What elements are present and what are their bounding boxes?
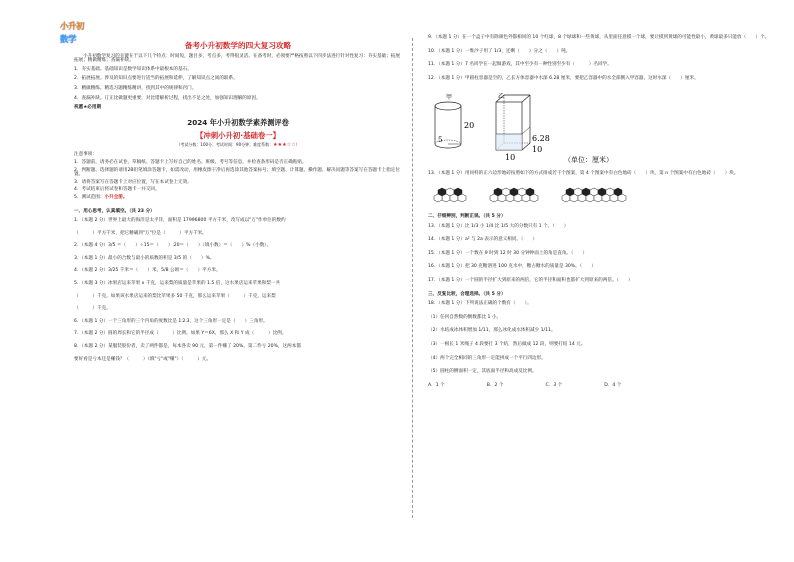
note-5: 5．测试范围：小升全册。 [74, 194, 128, 200]
note-1: 1．答题前，请务必在试卷、草稿纸、答题卡上写好自己的姓名、班级、考号等信息，并检查条形码是否正确粘贴。 [74, 159, 307, 165]
choice-18-s1: （1）任何自然数的倒数都比 1 小。 [428, 314, 502, 320]
paper-subtitle: 【冲刺小升初·基础卷一】 [195, 130, 281, 140]
column-divider [412, 38, 414, 518]
judge-14: 14．（本题 1 分）a² 与 2a 表示的意义相同。（ ） [428, 237, 538, 243]
exam-meta: （考试分数：100分；考试时间：90分钟；难度系数：★★★☆☆） [176, 142, 300, 149]
choice-18-s3: （3）一根长 1 米绳子 4 段要打 3 个结，然后做成 12 段，则要打结 14 元。 [428, 341, 586, 347]
note-4: 4．考试结束后将试卷和答题卡一并交回。 [74, 187, 160, 193]
section-true-false: 二、仔细辨别，判断正误。（共 5 分） [428, 213, 506, 219]
option-a: A．1 个 [428, 382, 445, 388]
choice-options [428, 384, 780, 389]
judge-17: 17．（本题 1 分）一个圆的半径扩大到原来的两倍，它的半径和面积也都扩大到原来的两倍。（ ） [428, 277, 633, 283]
logo-line1: 小升初 [60, 22, 85, 32]
choice-18-s4: （4）两个完全相同的三角形一定能拼成一个平行四边形。 [428, 355, 546, 361]
paper-title: 2024 年小升初数学素养测评卷 [187, 117, 289, 127]
judge-16: 16．（本题 1 分）把 30 克糖溶进 100 克水中，糖占糖水的质量是 30%。（ ） [428, 264, 596, 270]
choice-18-s2: （2）水结成冰体积增加 1/11，那么冰化成水体积减少 1/11。 [428, 328, 556, 334]
question-5c: （ ）千克。 [74, 306, 111, 312]
guide-step-4: 4．查漏补缺。订正比做题更重要，对比错解析过程，找出不足之处，加强知识理解的原因。 [74, 95, 261, 101]
difficulty-stars: ★★★☆☆ [273, 142, 296, 149]
question-6: 6．（本题 1 分）一个三角形的三个内角的度数比是 1∶2∶3，这个三角形一定是（ ）三角形。 [74, 318, 268, 324]
label-depth-10: 10 [532, 145, 543, 155]
notes-block [74, 153, 402, 200]
guide-step-3: 3．精做精练。精选习题精练精讲，找到其中的规律和窍门。 [74, 85, 197, 91]
question-8b: 要好看是亏本还是赚钱？（ ）（填"亏"或"赚"）（ ）元。 [74, 356, 212, 362]
guide-step-2: 2．拓展拓展。涉及的知识点要进行适当的拓展和延伸，了解知识点之间的联系。 [74, 76, 238, 82]
notes-heading: 注意事项： [74, 152, 97, 158]
question-1a: 1．（本题 2 分）世界上最大的海洋是太平洋，面积是 17996800 平方千米，改写成以"万"作单位的数约 [74, 218, 286, 224]
question-12: 12．（本题 1 分）甲圆柱容器是空的，乙长方体容器中水深 6.28 厘米，要把乙容器中的水全部倒入甲容器，这时水深（ ）厘米。 [428, 75, 699, 81]
question-8a: 8．（本题 2 分）某服装股份者，卖了两件都是，每本各卖 90 元，第一件赚了 20%，第二件亏 20%，这两本都 [74, 344, 301, 350]
question-2: 2．（本题 4 分）3/5 ＝（ ）÷15＝（ ）∶20＝（ ）（填小数）＝（ ）%（小数）。 [74, 243, 272, 249]
right-column [428, 36, 780, 388]
left-column [74, 36, 402, 370]
label-water-6-28: 6.28 [532, 134, 550, 144]
judge-15: 15．（本题 1 分）一个数在 9 时到 12 时 30 分钟钟面上的角是直角。（ ） [428, 250, 588, 256]
option-b: B．2 个 [486, 382, 504, 388]
question-13-pattern: 13．（本题 1 分）用同样的正六边形地砖按照如下的方式排成若干个图案，第 4 个图案中有白色地砖（ ）块，第 n 个图案中有白色地砖（ ）块。 [428, 171, 739, 177]
guide-intro: 小升初数学复习的关键在于以下几个特点：时间短，题目多，考点多，考得很灵活。在备考时，必须要严格按照以下四步法进行针对性复习：夯实基础；拓展拓展；精做精练；查漏补缺。 [74, 53, 400, 64]
judge-13: 13．（本题 1 分）比 1/3 小 1/4 比 1/5 大的分数只有 1 个。（ ） [428, 223, 569, 229]
label-height-20: 20 [464, 121, 475, 131]
question-5b: （ ）千克。如果该水果店运来的梨比苹果多 50 千克，那么运来苹果（ ）千克，运来梨 [74, 293, 276, 299]
hexagon-patterns [432, 186, 780, 206]
container-figure [428, 90, 780, 166]
question-10: 10．（本题 1 分）一堆沙子用了 1/3，还剩（ ）分之（ ）吨。 [428, 48, 571, 54]
label-jia: 甲 [446, 94, 453, 102]
section-fill-in: 一、用心思考，认真填空。（共 23 分） [74, 208, 155, 214]
cylinder-cuboid-diagram [428, 90, 628, 166]
hex-pattern-1 [432, 186, 472, 206]
question-11: 11．（本题 1 分）7 名同学在一起做游戏，其中至少有一种性别至少有（ ）名同学。 [428, 62, 612, 68]
question-5a: 5．（本题 3 分）冰果店运来苹果 x 千克，运来梨的质量是苹果的 1.5 倍，这水果店运来苹果和梨一共 [74, 281, 281, 287]
question-7: 7．（本题 2 分）圆的周长和它的半径成（ ）比例。如果 Y＝6X，那么 X 和 Y 成（ ）比例。 [74, 331, 287, 337]
question-4: 4．（本题 2 分）3/25 千米＝（ ）米，5/8 公顷＝（ ）平方米。 [74, 268, 221, 274]
section-multiple-choice: 三、反复比较，合理选择。（共 5 分） [428, 291, 506, 297]
option-d: D．4 个 [604, 382, 622, 388]
choice-18: 18．（本题 1 分）下列说法正确的个数有（ ）。 [428, 301, 532, 307]
note-3: 3．请将答案写在答题卡上对应位置，写在本试卷上无效。 [74, 179, 192, 185]
cuboid-shape [496, 95, 530, 150]
logo-line2: 数学 [60, 35, 77, 45]
guide-title: 备考小升初数学的四大复习攻略 [184, 41, 292, 50]
question-1b: （ ）平方千米，把它精确到"万"位是（ ）平方千米。 [74, 230, 207, 236]
unit-label: （单位：厘米） [564, 156, 613, 165]
hex-pattern-3 [560, 186, 632, 206]
label-width-10: 10 [505, 153, 516, 163]
label-yi: 乙 [498, 93, 505, 101]
question-9: 9．（本题 1 分）在一个盒子中有除颜色外都相同的 10 个红球，8 个绿球和一些黄球，从里面任意摸一个球，要让摸到黄球的可能性最小，黄球最多只能放（ ）个。 [428, 35, 770, 40]
test-range: 小升全册。 [104, 194, 128, 200]
blessing-text: 祝愿★必用期 [74, 105, 102, 111]
guide-step-1: 1．夯实基础。基础知识是数学知识体系中最根本的基石。 [74, 66, 192, 72]
hex-pattern-2 [488, 186, 544, 206]
note-2: 2．判断题、选择题的请用2B铅笔填涂答题卡，如需改动，用橡皮擦干净后再选涂其他答案标号；填空题、计算题、操作题、解决问题等答案写在答题卡上指定位置。 [74, 167, 400, 178]
question-3: 3．（本题 1 分）最小的合数与最小的质数的积是 3/5 的（ ）%。 [74, 255, 215, 261]
label-radius-5: 5 [438, 136, 443, 145]
choice-18-s5: （5）圆柱的侧面积一定，其底面半径和高成反比例。 [428, 369, 537, 375]
option-c: C．3 个 [545, 382, 563, 388]
